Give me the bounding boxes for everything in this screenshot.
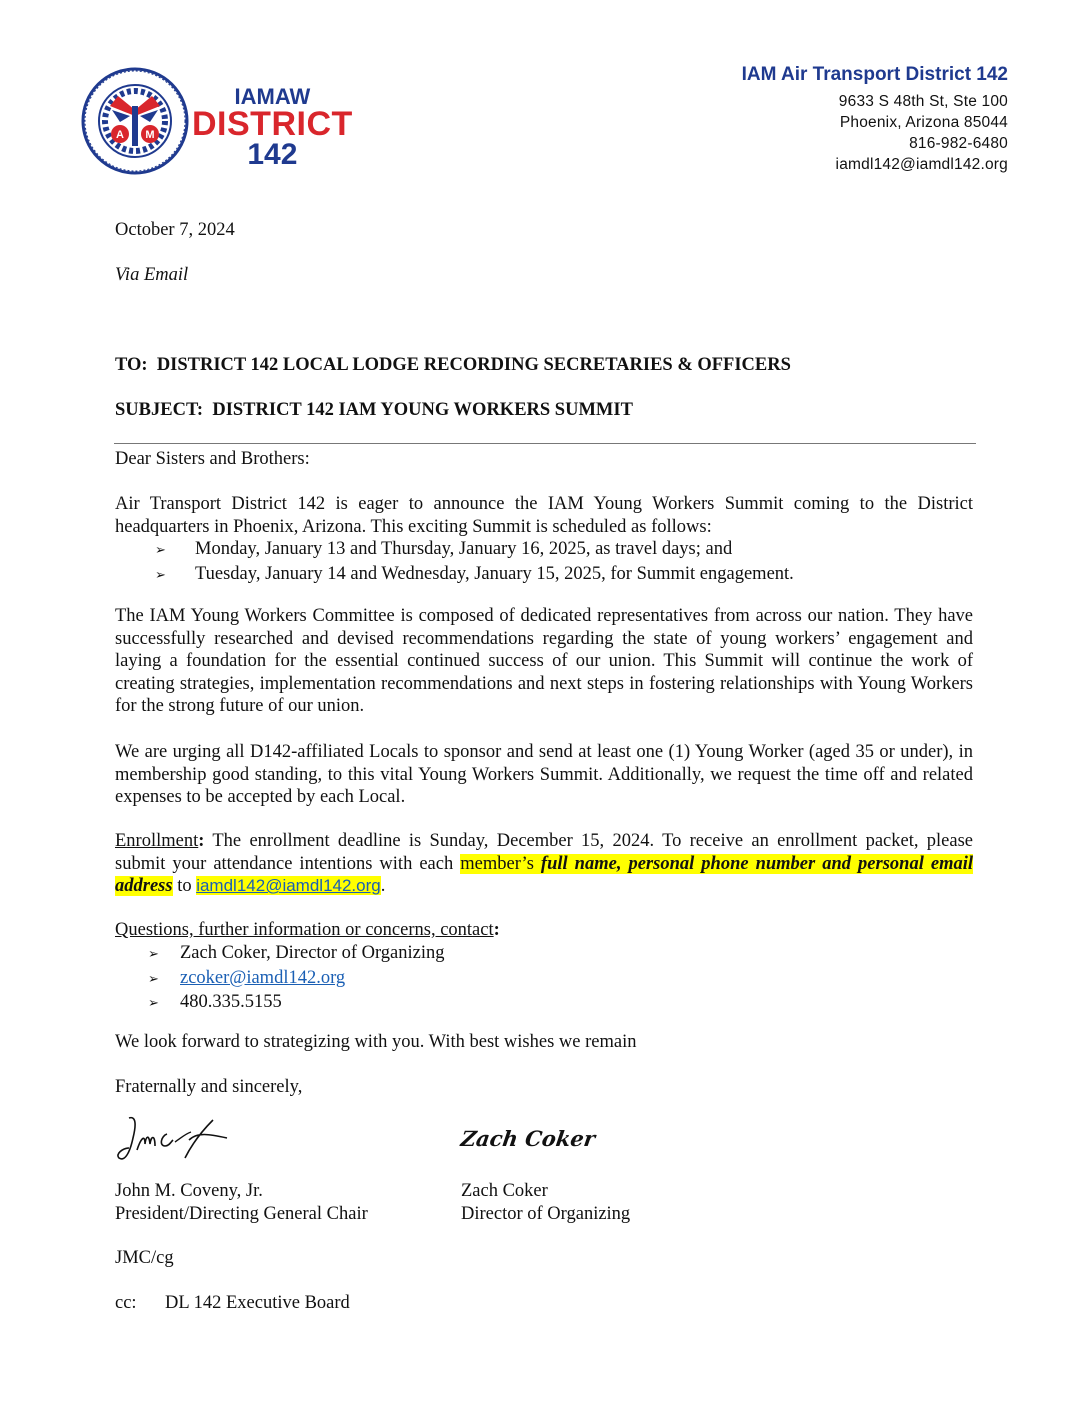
signer2-name: Zach Coker: [461, 1181, 548, 1201]
contact-list: [148, 942, 445, 1016]
letterhead-email: iamdl142@iamdl142.org: [835, 156, 1008, 173]
highlighted-requirement: member’s full name, personal phone number and personal email address: [115, 853, 973, 896]
signer1-block: [115, 1180, 368, 1225]
letterhead-org: IAM Air Transport District 142: [741, 64, 1008, 85]
letterhead-address1: 9633 S 48th St, Ste 100: [838, 93, 1008, 110]
enrollment-paragraph: Enrollment: The enrollment deadline is Sunday, December 15, 2024. To receive an enrollment packet, please submit your attendance intentions with each member’s full name, personal phone number and personal email address to iamdl142@iamdl142.org.: [115, 831, 973, 896]
closing-line: We look forward to strategizing with you. With best wishes we remain: [115, 1032, 637, 1052]
arrow-bullet-icon: ➢: [155, 543, 166, 558]
delivery-method: Via Email: [115, 265, 189, 285]
contact-item: [148, 967, 445, 992]
cc-label: cc:: [115, 1293, 137, 1313]
logo-number: 142: [247, 138, 298, 171]
to-label: TO:: [115, 355, 148, 375]
arrow-bullet-icon: ➢: [148, 947, 159, 962]
to-line: [115, 354, 791, 377]
intro-paragraph: Air Transport District 142 is eager to announce the IAM Young Workers Summit coming to the District headquarters in Phoenix, Arizona. This exciting Summit is scheduled as follows:: [115, 494, 973, 537]
sponsorship-paragraph: We are urging all D142-affiliated Locals to sponsor and send at least one (1) Young Worker (aged 35 or under), in membership good standing, to this vital Young Workers Summit. Additionally, we request the time off and related expenses to be accepted by each Local.: [115, 742, 973, 807]
schedule-list: [155, 538, 973, 587]
iamaw-seal-logo: [80, 66, 190, 176]
logo-iamaw: IAMAW: [234, 84, 311, 109]
divider-rule: [114, 443, 976, 444]
contact-heading: Questions, further information or concerns, contact:: [115, 920, 500, 940]
signature-jmc-image: [115, 1112, 235, 1168]
schedule-item: ➢ Monday, January 13 and Thursday, January 16, 2025, as travel days; and: [155, 538, 973, 563]
arrow-bullet-icon: ➢: [148, 996, 159, 1011]
to-value: DISTRICT 142 LOCAL LODGE RECORDING SECRETARIES & OFFICERS: [156, 355, 791, 375]
signer2-title: Director of Organizing: [461, 1203, 631, 1224]
typist-initials: JMC/cg: [115, 1248, 174, 1268]
contact-item: ➢ 480.335.5155: [148, 991, 445, 1016]
contact-email-link[interactable]: zcoker@iamdl142.org: [180, 967, 346, 988]
contact-item: ➢ Zach Coker, Director of Organizing: [148, 942, 445, 967]
schedule-item: ➢ Tuesday, January 14 and Wednesday, January 15, 2025, for Summit engagement.: [155, 563, 973, 588]
svg-text:M: M: [145, 129, 155, 141]
letterhead: [742, 64, 1008, 175]
enrollment-email-link[interactable]: iamdl142@iamdl142.org: [196, 876, 381, 895]
cc-line: [115, 1292, 350, 1315]
subject-value: DISTRICT 142 IAM YOUNG WORKERS SUMMIT: [212, 400, 633, 420]
logo-district: DISTRICT: [192, 105, 353, 143]
cc-value: DL 142 Executive Board: [165, 1293, 350, 1313]
enrollment-label: Enrollment: [115, 831, 199, 851]
signer1-name: John M. Coveny, Jr.: [115, 1181, 263, 1201]
arrow-bullet-icon: ➢: [148, 971, 159, 987]
letterhead-phone: 816-982-6480: [909, 135, 1008, 152]
signature-zach-coker: Zach Coker: [459, 1126, 597, 1151]
letterhead-address2: Phoenix, Arizona 85044: [839, 114, 1008, 131]
subject-label: SUBJECT:: [115, 400, 204, 420]
closing: Fraternally and sincerely,: [115, 1077, 303, 1097]
logo-wordmark: [192, 86, 353, 170]
letter-date: October 7, 2024: [115, 220, 235, 240]
subject-line: [115, 399, 633, 422]
salutation: Dear Sisters and Brothers:: [115, 449, 310, 469]
svg-text:A: A: [116, 129, 124, 141]
signer1-title: President/Directing General Chair: [115, 1203, 368, 1224]
arrow-bullet-icon: ➢: [155, 567, 166, 583]
signer2-block: [461, 1180, 630, 1225]
committee-paragraph: The IAM Young Workers Committee is composed of dedicated representatives from across our nation. They have successfully researched and devised recommendations regarding the state of young workers’ engagement and laying a foundation for the essential continued success of our union. This Summit will continue the work of creating strategies, implementation recommendations and next steps in fostering relationships with Young Workers for the strong future of our union.: [115, 606, 973, 716]
